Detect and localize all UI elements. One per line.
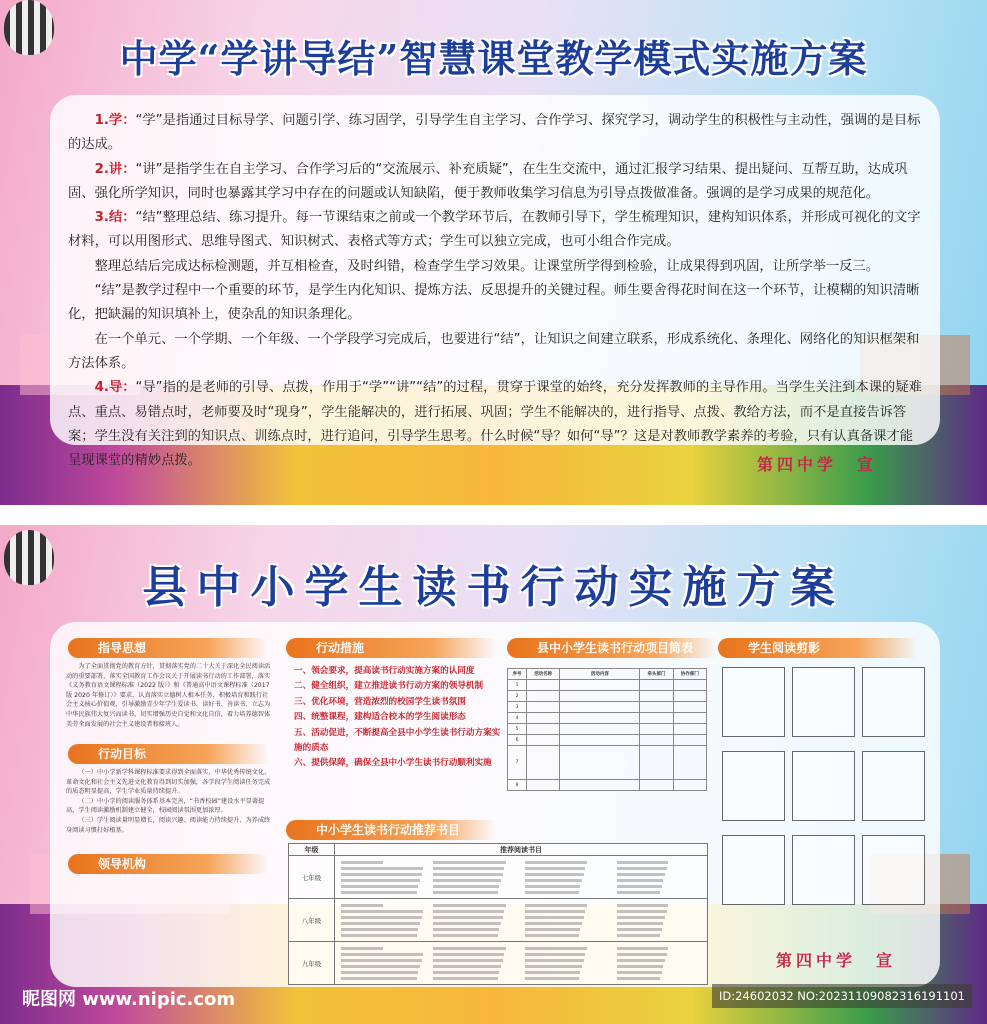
paragraph-text: “结”是教学过程中一个重要的环节，是学生内化知识、提炼方法、反思提升的关键过程。师生要舍得花时间在这一个环节，让模糊的知识清晰化，把缺漏的知识填补上，使杂乱的知识条理化。 [68, 283, 920, 323]
row-number: 3 [508, 702, 527, 713]
goal-item: （三）学生阅读量明显增长，阅读兴趣、阅读能力持续提升，为养成终身阅读习惯打好根基。 [66, 816, 271, 834]
column-header: 序号 [508, 669, 527, 680]
column-header: 年级 [289, 844, 335, 856]
section-heading: 中小学生读书行动推荐书目 [286, 820, 496, 840]
book-list-table [288, 843, 708, 985]
section-heading: 指导思想 [68, 638, 268, 658]
section-heading: 学生阅读剪影 [718, 638, 918, 658]
row-number: 5 [508, 724, 527, 735]
photo-frame [862, 751, 925, 821]
paragraph [68, 109, 922, 158]
column-header: 协作部门 [673, 669, 706, 680]
section-heading: 行动措施 [286, 638, 496, 658]
photo-frame [792, 751, 855, 821]
table-row [508, 713, 707, 724]
photo-frame [862, 835, 925, 905]
banner-title: 县中小学生读书行动实施方案 [142, 562, 845, 613]
paragraph-text: “导”指的是老师的引导、点拨，作用于“学”“讲”“结”的过程，贯穿于课堂的始终，充分发挥教师的主导作用。当学生关注到本课的疑难点、重点、易错点时，老师要及时“现身”，学生能解决的，进行拓展、巩固；学生不能解决的，进行指导、点拨、教给方法，而不是直接告诉答案；学生没有关注到的知识点、训练点时，进行追问，引导学生思考。什么时候“导？如何“导”？这是对教师教学素养的考验，只有认真备课才能呈现课堂的精妙点拨。 [68, 380, 922, 469]
table-row [508, 724, 707, 735]
photo-frame [722, 835, 785, 905]
signature: 第四中学 宣 [757, 455, 878, 474]
content-panel [50, 622, 940, 987]
goal-item: （一）中小学新学科课程标准要求得到全面落实，中华优秀传统文化、革命文化和社会主义先进文化教育得到切实加强，各学段学生阅读任务完成的质态明显提高，学生学业质量持续提升。 [66, 769, 271, 796]
table-row [508, 702, 707, 713]
paragraph-lead: 3.结： [94, 210, 136, 226]
paragraph [68, 255, 922, 279]
measure-item: 六、提供保障，确保全县中小学生读书行动顺利实施 [294, 758, 492, 769]
paragraph-lead: 1.学： [94, 113, 136, 128]
paragraph [68, 279, 922, 328]
row-number: 6 [508, 735, 527, 746]
row-number: 7 [508, 746, 527, 780]
photo-frame [722, 667, 785, 737]
grade-cell: 七年级 [289, 856, 335, 899]
paragraph-text: 整理总结后完成达标检测题，并互相检查，及时纠错，检查学生学习效果。让课堂所学得到检验，让成果得到巩固，让所学举一反三。 [94, 258, 880, 274]
signature: 第四中学 宣 [776, 951, 897, 970]
measure-item: 四、统整课程，建构适合校本的学生阅读形态 [294, 712, 466, 723]
paragraph-text: “结”整理总结、练习提升。每一节课结束之前或一个教学环节后，在教师引导下，学生梳理知识，建构知识体系，并形成可视化的文字材料，可以用图形式、思维导图式、知识树式、表格式等方式；学生可以独立完成，也可小组合作完成。 [68, 210, 921, 250]
paragraph-lead: 4.导： [94, 380, 136, 396]
book-titles [335, 900, 707, 941]
paragraph [68, 206, 922, 255]
column-header: 活动名称 [527, 669, 560, 680]
column-header: 牵头部门 [640, 669, 673, 680]
banner-reading-plan [0, 525, 987, 1024]
table-row [508, 691, 707, 702]
section-heading: 领导机构 [68, 854, 268, 874]
paragraph-text: “讲”是指学生在自主学习、合作学习后的“交流展示、补充质疑”，在生生交流中，通过汇报学习结果、提出疑问、互帮互助，达成巩固、强化所学知识，同时也暴露其学习中存在的问题或认知缺陷，便于教师收集学习信息为引导点拨做准备。强调的是学习成果的规范化。 [68, 161, 908, 201]
paragraph [68, 158, 922, 207]
section-heading: 县中小学生读书行动项目简表 [507, 638, 717, 658]
photo-frame [722, 751, 785, 821]
book-titles [335, 857, 707, 898]
paragraph-text: “学”是指通过目标导学、问题引学、练习固学，引导学生自主学习、合作学习、探究学习，调动学生的积极性与主动性，强调的是目标的达成。 [68, 113, 921, 153]
measures-list [294, 664, 504, 772]
paragraph-text: 在一个单元、一个学期、一个年级、一个学段学习完成后，也要进行“结”，让知识之间建立联系，形成系统化、条理化、网络化的知识框架和方法体系。 [68, 331, 920, 371]
column-header: 推荐阅读书目 [335, 844, 708, 856]
row-number: 1 [508, 680, 527, 691]
row-number: 2 [508, 691, 527, 702]
measure-item: 一、领会要求，提高读书行动实施方案的认同度 [294, 666, 475, 676]
column-header: 活动内容 [560, 669, 640, 680]
watermark-id: ID:24602032 NO:20231109082316191101 [712, 984, 972, 1008]
goals-text [66, 768, 272, 835]
photo-frame [792, 667, 855, 737]
paragraph-lead: 2.讲： [94, 161, 136, 177]
row-number: 4 [508, 713, 527, 724]
photo-grid [722, 667, 925, 905]
measure-item: 二、健全组织，建立推进读书行动方案的领导机制 [294, 681, 484, 692]
table-row [508, 735, 707, 746]
guiding-text: 为了全面贯彻党的教育方针，贯彻落实党的二十大关于深化全民阅读活动的重要部署，落实全国教育工作会议关于开展读书行动的工作部署，落实《义务教育语文课程标准（2022 版）》和《普通高中语文课程标准（2017 版 2020 年修订）》要求，认真落实立德树人根本任务，积极培育和践行社会主义核心价值观，引导激励青少年学生爱读书、读好书、善读书，立志为中华民族伟大复兴而读书，切实增强历史自觉和文化自信，着力培养德智体美劳全面发展的社会主义建设者和接班人。 [66, 663, 271, 728]
table-row [508, 780, 707, 791]
table-row [508, 746, 707, 780]
watermark-site: 昵图网 www.nipic.com [22, 989, 236, 1010]
measure-item: 三、优化环境，营造浓烈的校园学生读书氛围 [294, 696, 466, 707]
photo-frame [792, 835, 855, 905]
paragraph [68, 328, 922, 377]
banner-teaching-mode [0, 0, 987, 505]
grade-cell: 九年级 [289, 942, 335, 985]
banner-title: 中学“学讲导结”智慧课堂教学模式实施方案 [119, 36, 868, 81]
row-number: 8 [508, 780, 527, 791]
grade-cell: 八年级 [289, 899, 335, 942]
project-table [507, 668, 707, 791]
goal-item: （二）中小学的阅读服务体系基本完善，“书香校园”建设水平显著提高，学生阅读激励机制建立健全，校园阅读氛围更加浓厚。 [66, 797, 265, 815]
book-titles [335, 943, 707, 984]
measure-item: 五、活动促进，不断提高全县中小学生读书行动方案实施的质态 [294, 727, 501, 754]
photo-frame [862, 667, 925, 737]
table-row [508, 680, 707, 691]
section-heading: 行动目标 [68, 744, 268, 764]
